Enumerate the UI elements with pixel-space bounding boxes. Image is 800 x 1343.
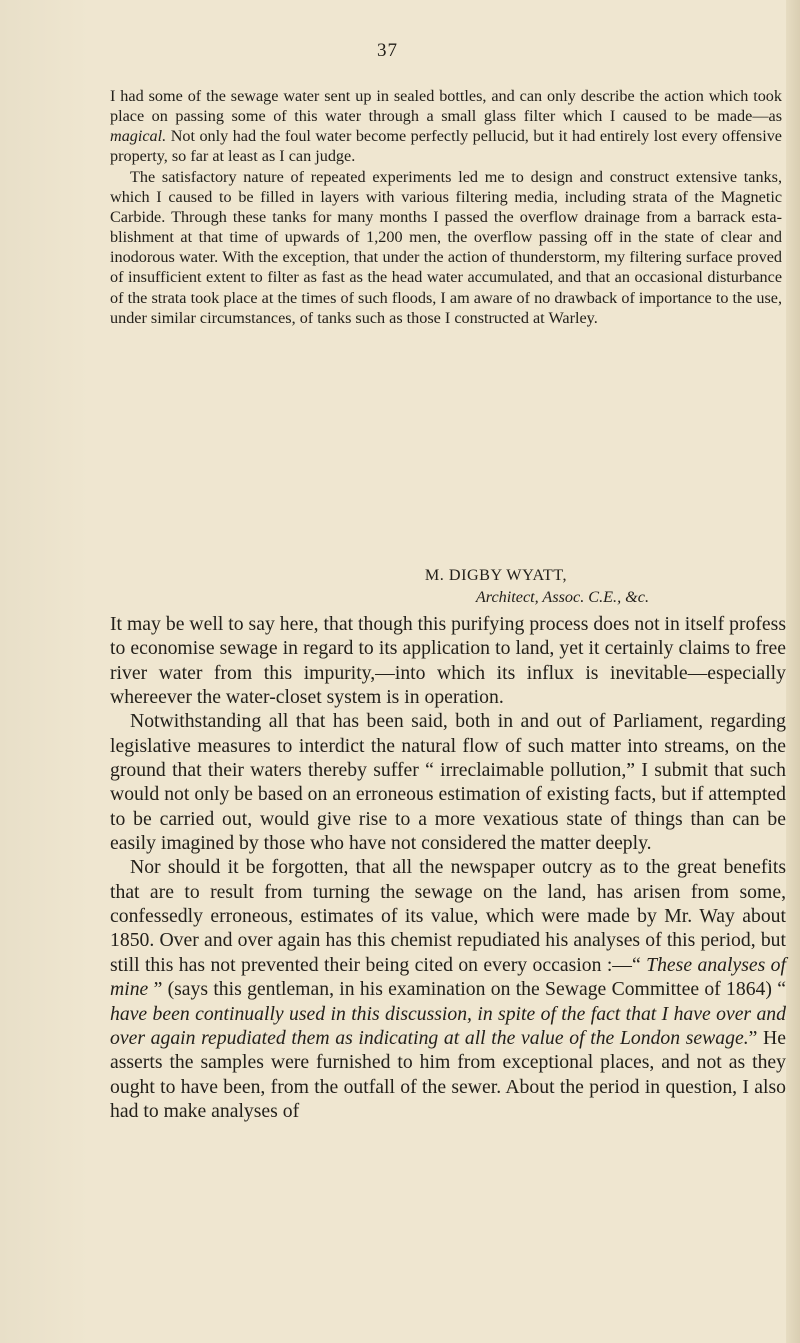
page-binding-edge: [786, 0, 800, 1343]
letter-paragraph-1: [110, 86, 782, 167]
body-paragraph-3-part-c: ” He asserts the samples were furnished to him from exceptional places, and not as they ought to have been, from the outfall of the sewer. About the period in question, I also had to make analyses of: [110, 1026, 787, 1122]
body-paragraph-3: [110, 855, 786, 1123]
letter-paragraph-1-emphasis: magical.: [110, 127, 167, 146]
letter-paragraph-1-text: I had some of the sewage water sent up in sealed bottles, and can only describe the action which took place on passing some of this water through a small glass filter which I caused to be made—as: [110, 87, 782, 126]
letter-paragraph-2: The satisfactory nature of repeated experiments led me to design and construct extensive tanks, which I caused to be filled in layers with various filtering media, including strata of the Magnetic Carbide. Through these tanks for many months I passed the overflow drainage from a barrack establishment at that time of upwards of 1,200 men, the overflow passing off in the state of clear and inodorous water. With the exception, that under the action of thunderstorm, my filtering surface proved of insufficient extent to filter as fast as the head water accumulated, and that an occasional disturbance of the strata took place at the times of such floods, I am aware of no drawback of importance to the use, under similar circumstances, of tanks such as those I constructed at Warley.: [110, 167, 782, 327]
quoted-letter: [110, 86, 782, 328]
body-paragraph-3-part-b: ” (says this gentleman, in his examination on the Sewage Committee of 1864) “: [148, 978, 786, 1001]
letter-paragraph-1-rest: Not only had the foul water become perfectly pellucid, but it had entirely lost every offensive property, so far at least as I can judge.: [110, 127, 782, 166]
page-number: 37: [377, 40, 398, 61]
body-paragraph-2: Notwithstanding all that has been said, both in and out of Parliament, regarding legislative measures to interdict the natural flow of such matter into streams, on the ground that their waters thereby suffer “ irreclaimable pollution,” I submit that such would not only be based on an erroneous estimation of existing facts, but if attempted to be carried out, would give rise to a more vexatious state of things than can be easily imagined by those who have not considered the matter deeply.: [110, 710, 786, 855]
main-text: [110, 612, 786, 1123]
signature-name: M. DIGBY WYATT,: [424, 566, 567, 584]
body-paragraph-3-italic-2: have been continually used in this discussion, in spite of the fact that I have over and over again repudiated them as indicating at all the value of the London sewage.: [110, 1002, 786, 1049]
body-paragraph-3-italic-1: These analyses of mine: [110, 953, 786, 1001]
signature-title: Architect, Assoc. C.E., &c.: [475, 588, 649, 606]
page-edge-shading: [0, 0, 90, 1343]
body-paragraph-3-part-a: Nor should it be forgotten, that all the newspaper outcry as to the great benefits that are to result from turning the sewage on the land, has arisen from some, confessedly erroneous, estimates of its value, which were made by Mr. Way about 1850. Over and over again has this chemist repudiated his analyses of this period, but still this has not prevented their being cited on every occasion :—“: [110, 856, 786, 976]
body-paragraph-1: It may be well to say here, that though this purifying process does not in itself profess to economise sewage in regard to its application to land, yet it certainly claims to free river water from this impurity,—into which its influx is inevitable—especially whereever the water-closet system is in operation.: [110, 613, 786, 709]
